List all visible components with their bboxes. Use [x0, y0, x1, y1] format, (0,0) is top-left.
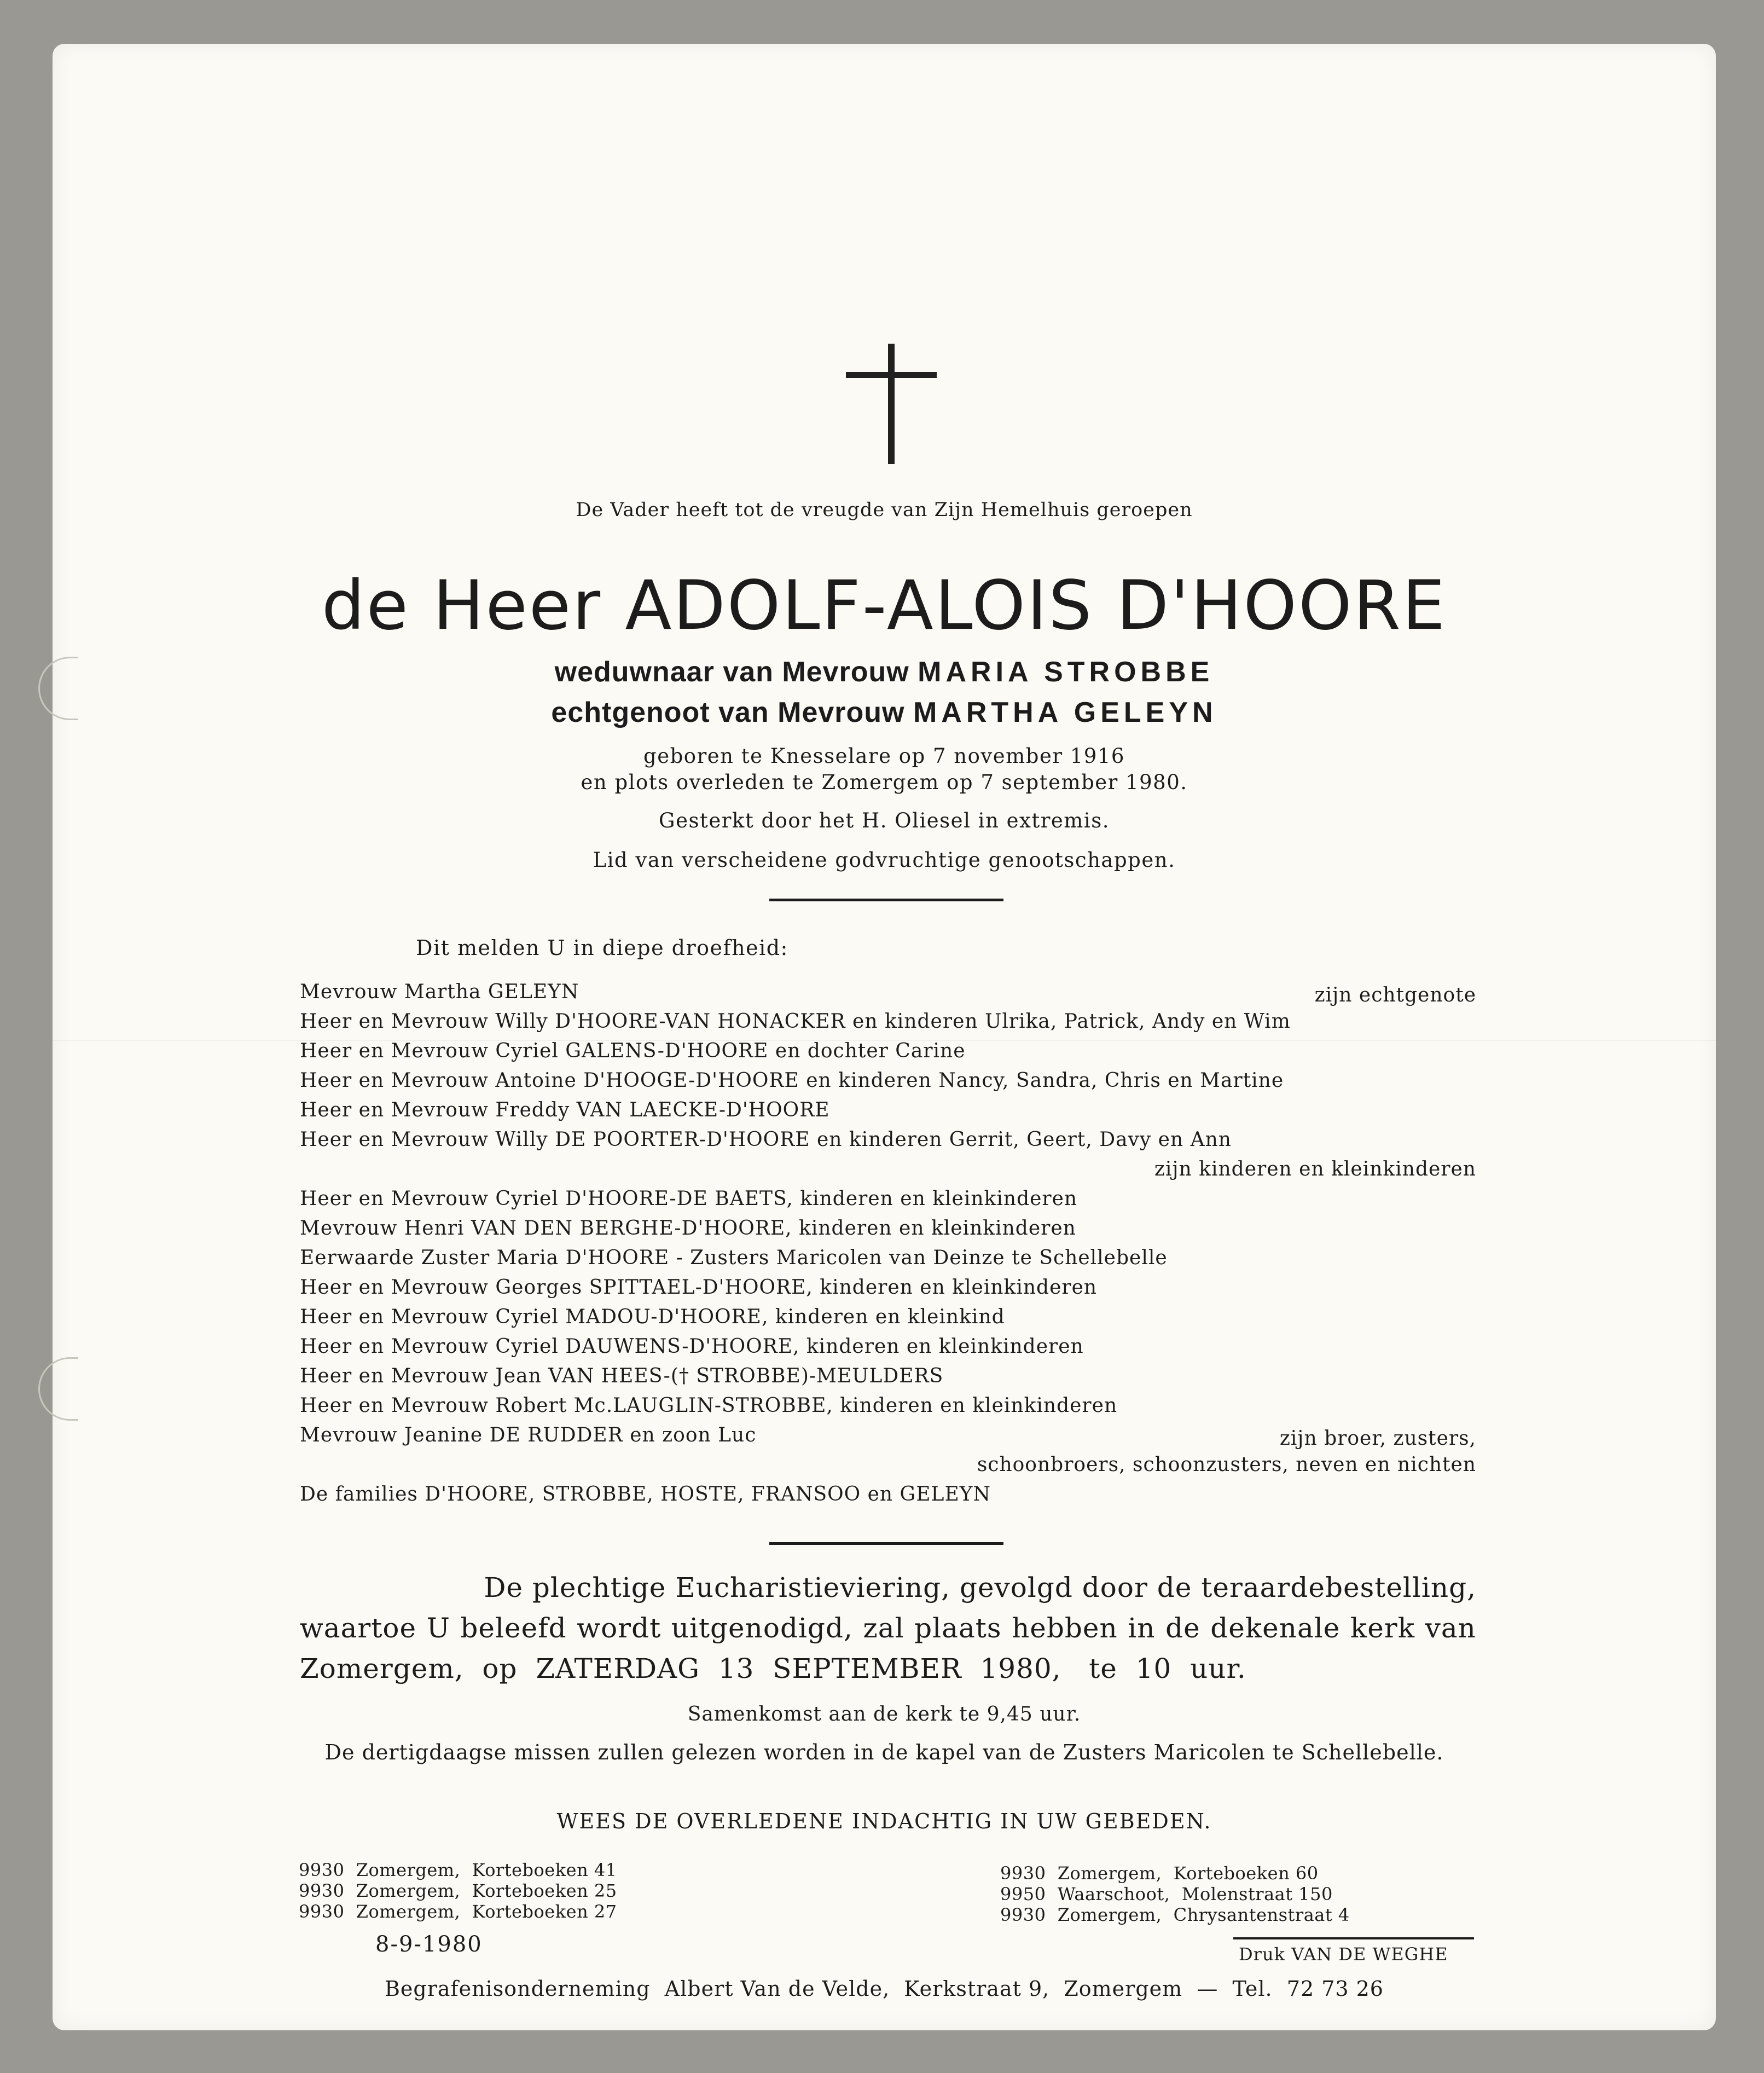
spouse-prefix: weduwnaar van Mevrouw [554, 656, 909, 688]
ceremony-word: zal [863, 1612, 904, 1644]
mourner-line [300, 1483, 1476, 1513]
mourner-name: Heer en Mevrouw Georges SPITTAEL-D'HOORE, kinderen en kleinkinderen [300, 1276, 1098, 1299]
mourner-relation: zijn echtgenote [1314, 984, 1476, 1006]
prayer-request: WEES DE OVERLEDENE INDACHTIG IN UW GEBEDEN. [556, 1809, 1212, 1833]
mourner-name: Heer en Mevrouw Cyriel GALENS-D'HOORE en dochter Carine [300, 1040, 966, 1062]
mourner-name: Mevrouw Martha GELEYN [300, 981, 579, 1003]
address: 9930 Zomergem, Korteboeken 27 [299, 1901, 617, 1922]
ceremony-line-3: Zomergem, op ZATERDAG 13 SEPTEMBER 1980, te 10 uur. [300, 1653, 1246, 1684]
addresses-right [1000, 1863, 1350, 1925]
ceremony-word: hebben [1012, 1612, 1118, 1644]
ceremony-word: van [1425, 1612, 1476, 1644]
mourner-name: Mevrouw Jeanine DE RUDDER en zoon Luc [300, 1424, 757, 1446]
ceremony-word: de [1165, 1612, 1200, 1644]
cross-icon [888, 344, 895, 464]
ceremony-line-1: De plechtige Eucharistieviering, gevolgd door de teraardebestelling, [484, 1572, 1476, 1603]
mourner-line [300, 1394, 1476, 1424]
mourner-relation: zijn broer, zusters, [1279, 1427, 1476, 1450]
punch-hole-bottom [38, 1357, 78, 1421]
mourner-line [300, 1158, 1476, 1188]
mourner-relation: schoonbroers, schoonzusters, neven en nichten [977, 1454, 1476, 1476]
mourner-name: Heer en Mevrouw Jean VAN HEES-(† STROBBE)-MEULDERS [300, 1365, 944, 1387]
ceremony-line-2 [300, 1612, 1476, 1644]
ceremony-word: kerk [1350, 1612, 1415, 1644]
mourner-line [300, 1454, 1476, 1483]
mourner-line [300, 1276, 1476, 1306]
ceremony-word: beleefd [460, 1612, 567, 1644]
spouse-line-1 [53, 656, 1716, 688]
mourner-line [300, 1069, 1476, 1099]
mourner-line [300, 1010, 1476, 1040]
mourner-name: De families D'HOORE, STROBBE, HOSTE, FRANSOO en GELEYN [300, 1483, 991, 1505]
ceremony-word: in [1128, 1612, 1156, 1644]
mourner-line [300, 1040, 1476, 1069]
mourner-name: Heer en Mevrouw Willy DE POORTER-D'HOORE en kinderen Gerrit, Geert, Davy en Ann [300, 1128, 1232, 1151]
ceremony-word: wordt [577, 1612, 662, 1644]
mourner-line [300, 1188, 1476, 1217]
ceremony-word: uitgenodigd, [671, 1612, 853, 1644]
deceased-name: de Heer ADOLF-ALOIS D'HOORE [321, 566, 1447, 645]
ceremony-word: plaats [914, 1612, 1002, 1644]
mourner-name: Heer en Mevrouw Cyriel D'HOORE-DE BAETS, kinderen en kleinkinderen [300, 1188, 1078, 1210]
mourner-line [300, 1217, 1476, 1247]
spouse-line-2 [53, 696, 1716, 729]
mourner-line [300, 1365, 1476, 1394]
mourner-name: Heer en Mevrouw Antoine D'HOOGE-D'HOORE en kinderen Nancy, Sandra, Chris en Martine [300, 1069, 1284, 1092]
mourner-relation: zijn kinderen en kleinkinderen [1154, 1158, 1476, 1180]
address: 9930 Zomergem, Korteboeken 25 [299, 1880, 617, 1901]
sacrament-line: Gesterkt door het H. Oliesel in extremis. [659, 809, 1110, 832]
mourner-line [300, 1424, 1476, 1454]
mourner-line [300, 1099, 1476, 1128]
spouse-name: MARTHA GELEYN [913, 697, 1217, 728]
undertaker-line: Begrafenisonderneming Albert Van de Velde, Kerkstraat 9, Zomergem — Tel. 72 73 26 [385, 1977, 1384, 2001]
cross-icon-bar [846, 372, 937, 378]
address: 9950 Waarschoot, Molenstraat 150 [1000, 1884, 1333, 1904]
card-date: 8-9-1980 [375, 1932, 483, 1957]
mourner-name: Eerwaarde Zuster Maria D'HOORE - Zusters Maricolen van Deinze te Schellebelle [300, 1247, 1168, 1269]
divider [769, 1542, 1003, 1545]
ceremony-word: U [426, 1612, 450, 1644]
mourner-name: Heer en Mevrouw Cyriel DAUWENS-D'HOORE, kinderen en kleinkinderen [300, 1335, 1084, 1358]
mourner-name: Heer en Mevrouw Freddy VAN LAECKE-D'HOORE [300, 1099, 830, 1121]
intro-text: De Vader heeft tot de vreugde van Zijn Hemelhuis geroepen [576, 499, 1193, 521]
gathering-text: Samenkomst aan de kerk te 9,45 uur. [687, 1703, 1081, 1725]
address: 9930 Zomergem, Korteboeken 60 [1000, 1863, 1319, 1884]
address: 9930 Zomergem, Korteboeken 41 [299, 1860, 617, 1880]
divider [769, 899, 1003, 901]
mourner-line [300, 1128, 1476, 1158]
printer-rule [1233, 1937, 1474, 1939]
announcement: Dit melden U in diepe droefheid: [416, 936, 788, 960]
death-line: en plots overleden te Zomergem op 7 september 1980. [581, 771, 1188, 794]
mourner-name: Heer en Mevrouw Robert Mc.LAUGLIN-STROBBE, kinderen en kleinkinderen [300, 1394, 1118, 1417]
mourner-name: Heer en Mevrouw Cyriel MADOU-D'HOORE, kinderen en kleinkind [300, 1306, 1005, 1328]
mourner-line [300, 1247, 1476, 1276]
spouse-name: MARIA STROBBE [918, 656, 1214, 688]
birth-line: geboren te Knesselare op 7 november 1916 [643, 744, 1125, 768]
ceremony-word: dekenale [1210, 1612, 1341, 1644]
mourner-name: Heer en Mevrouw Willy D'HOORE-VAN HONACKER en kinderen Ulrika, Patrick, Andy en Wim [300, 1010, 1291, 1033]
masses-text: De dertigdaagse missen zullen gelezen worden in de kapel van de Zusters Maricolen te Schellebelle. [324, 1740, 1444, 1764]
ceremony-word: waartoe [300, 1612, 417, 1644]
mourner-line [300, 1306, 1476, 1335]
printer-credit: Druk VAN DE WEGHE [1239, 1944, 1448, 1965]
mourners-list [300, 981, 1476, 1513]
membership-line: Lid van verscheidene godvruchtige genootschappen. [593, 848, 1176, 872]
addresses-left [299, 1860, 617, 1922]
address: 9930 Zomergem, Chrysantenstraat 4 [1000, 1904, 1350, 1925]
spouse-prefix: echtgenoot van Mevrouw [551, 697, 905, 728]
mourner-name: Mevrouw Henri VAN DEN BERGHE-D'HOORE, kinderen en kleinkinderen [300, 1217, 1076, 1240]
mourner-line [300, 981, 1476, 1010]
mourner-line [300, 1335, 1476, 1365]
